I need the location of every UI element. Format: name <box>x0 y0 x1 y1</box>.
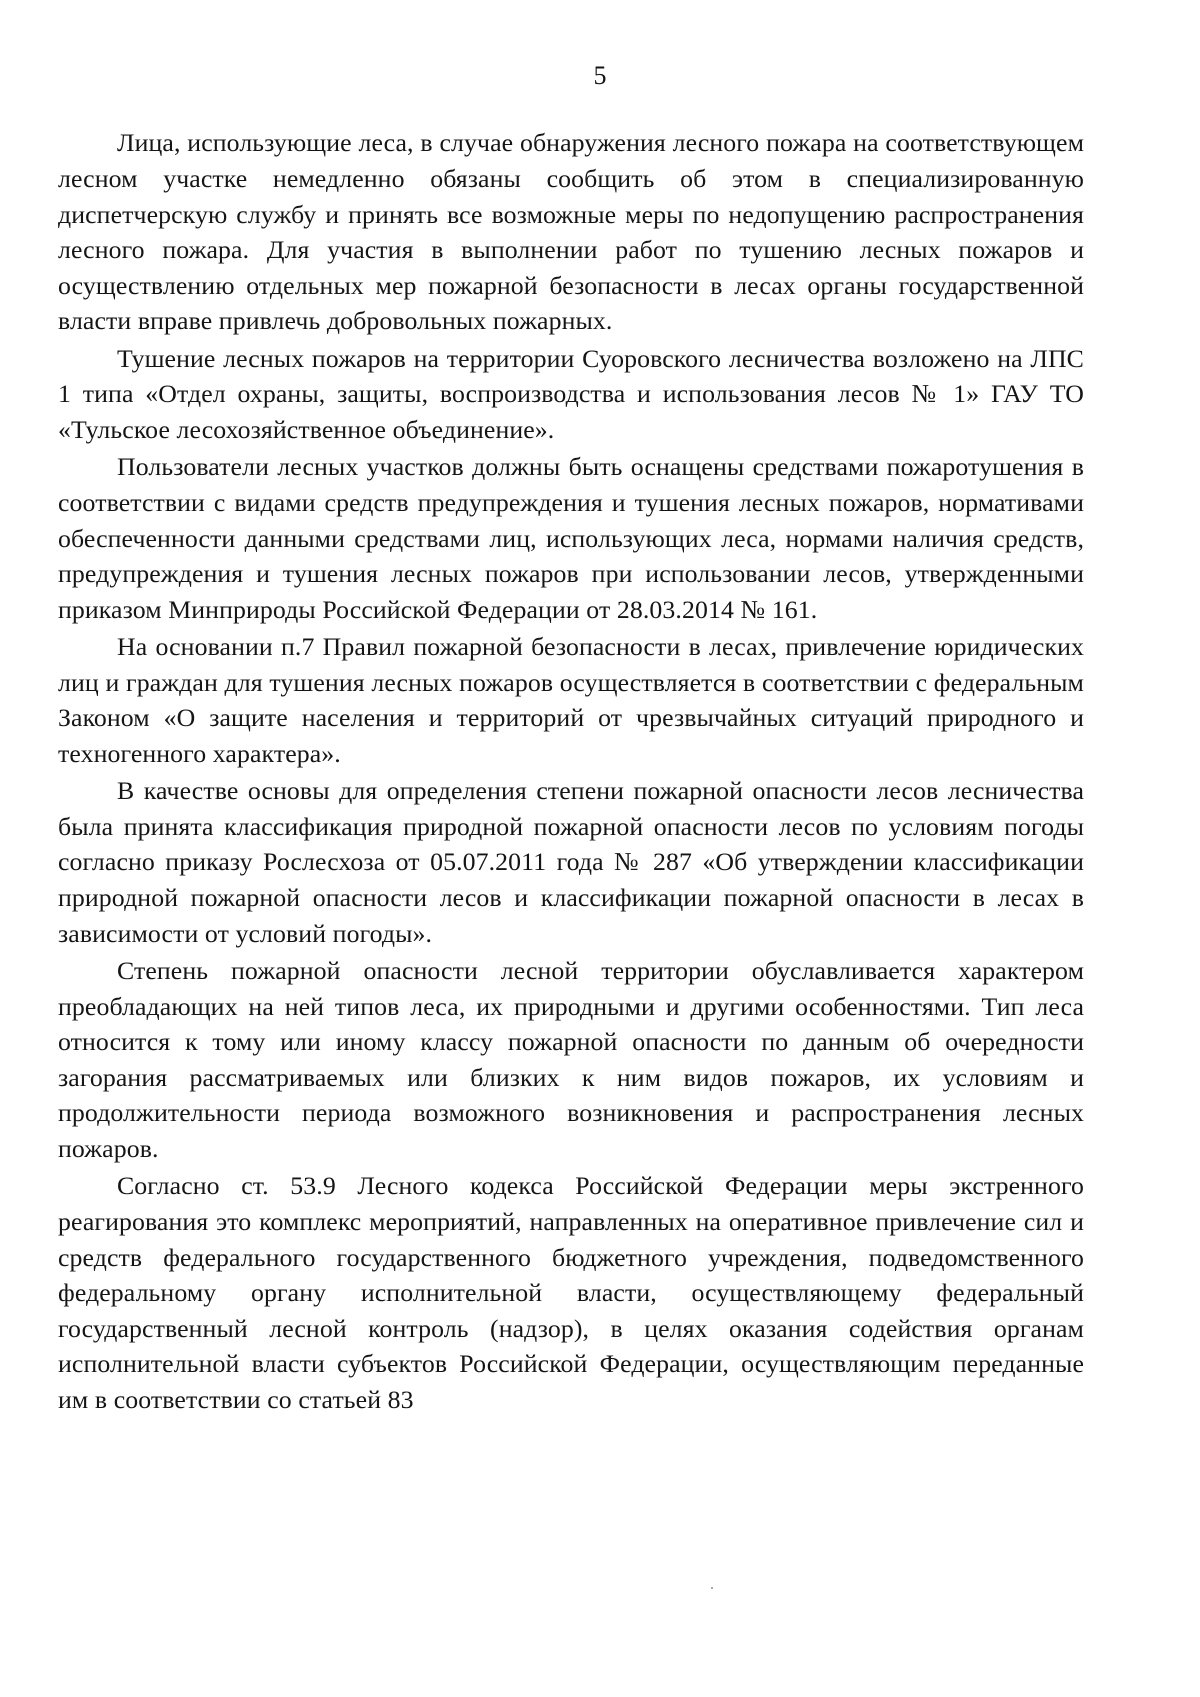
scan-speck <box>711 1587 713 1589</box>
paragraph-volunteer-firefighters: Лица, использующие леса, в случае обнаружения лесного пожара на соответствующем лесном участке немедленно обязаны сообщить об этом в специализированную диспетчерскую службу и принять все возможные меры по недопущению распространения лесного пожара. Для участия в выполнении работ по тушению лесных пожаров и осуществлению отдельных мер пожарной безопасности в лесах органы государственной власти вправе привлечь добровольных пожарных. <box>58 128 1084 336</box>
page-number: 5 <box>593 61 607 91</box>
document-body <box>58 125 1084 1417</box>
paragraph-forestry-fire-service: Тушение лесных пожаров на территории Суоровского лесничества возложено на ЛПС 1 типа «Отдел охраны, защиты, воспроизводства и использования лесов № 1» ГАУ ТО «Тульское лесохозяйственное объединение». <box>58 343 1084 444</box>
paragraph-emergency-response: Согласно ст. 53.9 Лесного кодекса Российской Федерации меры экстренного реагирования это комплекс мероприятий, направленных на оперативное привлечение сил и средств федерального государственного бюджетного учреждения, подведомственного федеральному органу исполнительной власти, осуществляющему федеральный государственный лесной контроль (надзор), в целях оказания содействия органам исполнительной власти субъектов Российской Федерации, осуществляющим переданные им в соответствии со статьей 83 <box>58 1171 1084 1414</box>
paragraph-firefighting-equipment: Пользователи лесных участков должны быть оснащены средствами пожаротушения в соответствии с видами средств предупреждения и тушения лесных пожаров, нормативами обеспеченности данными средствами лиц, использующих леса, нормами наличия средств, предупреждения и тушения лесных пожаров при использовании лесов, утвержденными приказом Минприроды Российской Федерации от 28.03.2014 № 161. <box>58 452 1084 624</box>
paragraph-fire-danger-classification: В качестве основы для определения степени пожарной опасности лесов лесничества была принята классификация природной пожарной опасности лесов по условиям погоды согласно приказу Рослесхоза от 05.07.2011 года № 287 «Об утверждении классификации природной пожарной опасности лесов и классификации пожарной опасности в лесах в зависимости от условий погоды». <box>58 776 1084 948</box>
paragraph-fire-danger-degree: Степень пожарной опасности лесной территории обуславливается характером преобладающих на ней типов леса, их природными и другими особенностями. Тип леса относится к тому или иному классу пожарной опасности по данным об очередности загорания рассматриваемых или близких к ним видов пожаров, их условиям и продолжительности периода возможного возникновения и распространения лесных пожаров. <box>58 956 1084 1163</box>
paragraph-fire-safety-rules: На основании п.7 Правил пожарной безопасности в лесах, привлечение юридических лиц и граждан для тушения лесных пожаров осуществляется в соответствии с федеральным Законом «О защите населения и территорий от чрезвычайных ситуаций природного и техногенного характера». <box>58 632 1084 768</box>
